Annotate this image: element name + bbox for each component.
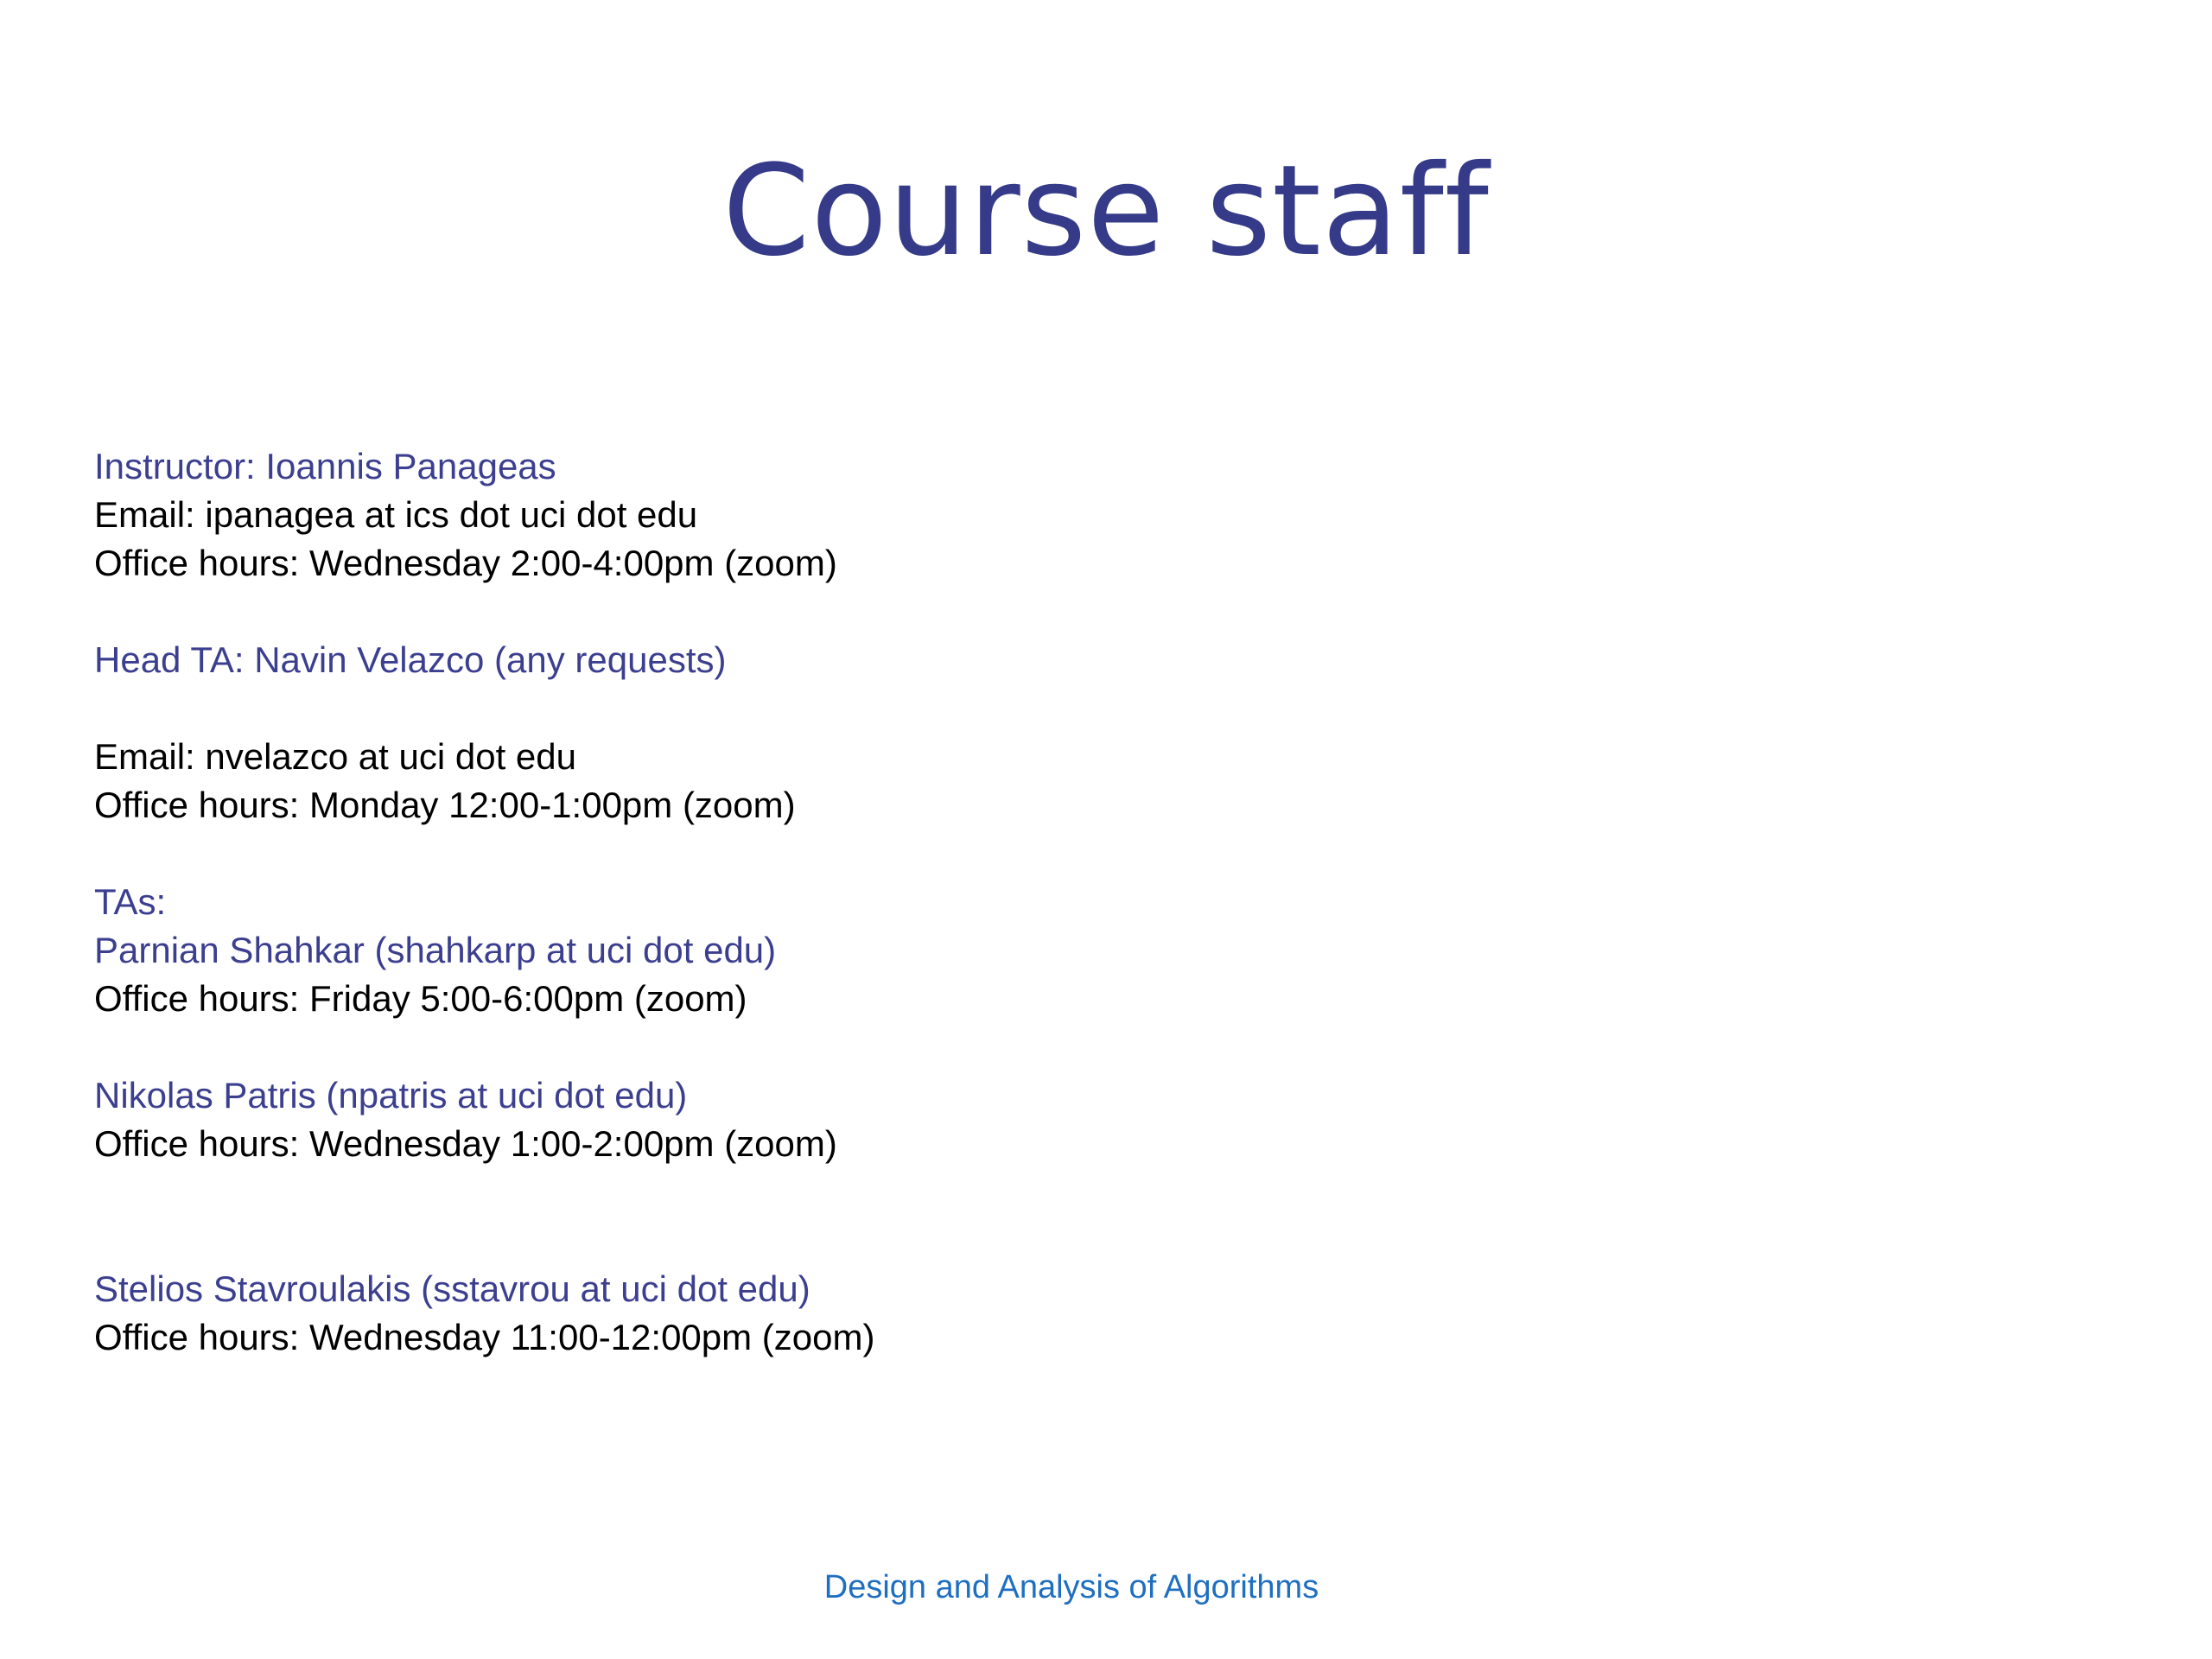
slide-footer: Design and Analysis of Algorithms — [823, 1569, 1319, 1605]
ta-office-hours: Office hours: Wednesday 1:00-2:00pm (zoom) — [94, 1123, 837, 1164]
ta-name: Stelios Stavroulakis (sstavrou at uci dot edu) — [94, 1268, 810, 1309]
head-ta-email: Email: nvelazco at uci dot edu — [94, 736, 576, 777]
slide-title: Course staff — [722, 138, 1490, 284]
head-ta-heading: Head TA: Navin Velazco (any requests) — [94, 639, 727, 680]
instructor-office-hours: Office hours: Wednesday 2:00-4:00pm (zoom) — [94, 543, 837, 583]
head-ta-office-hours: Office hours: Monday 12:00-1:00pm (zoom) — [94, 785, 796, 825]
instructor-email: Email: ipanagea at ics dot uci dot edu — [94, 494, 698, 535]
ta-name: Nikolas Patris (npatris at uci dot edu) — [94, 1075, 688, 1116]
staff-list — [94, 0, 2082, 1659]
ta-office-hours: Office hours: Friday 5:00-6:00pm (zoom) — [94, 978, 747, 1019]
instructor-heading: Instructor: Ioannis Panageas — [94, 446, 556, 486]
tas-heading: TAs: — [94, 881, 167, 922]
ta-office-hours: Office hours: Wednesday 11:00-12:00pm (zoom) — [94, 1317, 875, 1357]
ta-name: Parnian Shahkar (shahkarp at uci dot edu) — [94, 930, 777, 970]
